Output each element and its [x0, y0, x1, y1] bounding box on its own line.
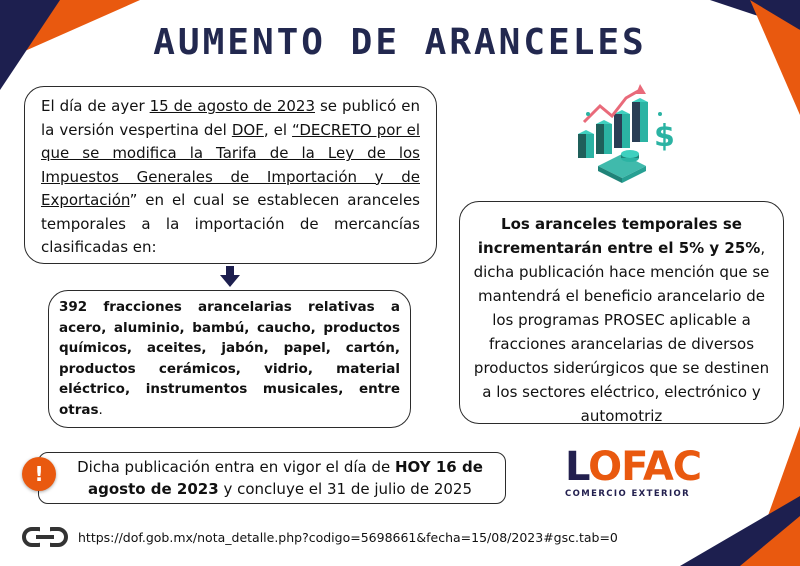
- corner-decoration-top-right: [710, 0, 800, 140]
- logo-subtitle: COMERCIO EXTERIOR: [565, 489, 691, 499]
- effective-date-part: Dicha publicación entra en vigor el día de: [77, 458, 395, 476]
- intro-text-part: se publicó en la versión vespertina del: [41, 97, 420, 139]
- alert-icon: !: [22, 457, 56, 491]
- intro-text-part: El día de ayer: [41, 97, 150, 115]
- tariff-list-box: [48, 290, 411, 428]
- tariff-list-content: 392 fracciones arancelarias relativas a acero, aluminio, bambú, caucho, productos químicos, aceites, jabón, papel, cartón, productos cerámicos, vidrio, material eléctrico, instrumentos musicales, entre otras: [59, 299, 400, 418]
- svg-text:$: $: [654, 119, 675, 154]
- increase-info-details: , dicha publicación hace mención que se mantendrá el beneficio arancelario de los programas PROSEC aplicable a fracciones arancelarias de diversos productos siderúrgicos que se destinen a los sectores eléctrico, electrónico y automotriz: [473, 239, 770, 425]
- arrow-down-icon: [220, 266, 240, 288]
- dof-reference: DOF: [231, 120, 264, 139]
- tariff-list-end: .: [98, 401, 103, 418]
- link-icon: [22, 525, 68, 549]
- intro-box: [24, 86, 437, 264]
- lofac-logo: [565, 444, 705, 499]
- effective-date-box: [38, 452, 506, 504]
- logo-wordmark: [565, 444, 705, 490]
- intro-text-part: , el: [263, 120, 293, 139]
- intro-text: [41, 95, 420, 260]
- increase-info-box: [459, 201, 784, 424]
- effective-date-part: y concluye el 31 de julio de 2025: [218, 480, 472, 498]
- effective-date-text: [63, 456, 497, 500]
- page-title: AUMENTO DE ARANCELES: [153, 22, 647, 63]
- increase-range-highlight: Los aranceles temporales se incrementarán entre el 5% y 25%: [477, 215, 761, 257]
- publication-date: 15 de agosto de 2023: [149, 97, 315, 115]
- logo-letter-l: L: [565, 444, 589, 490]
- intro-text-part: ” en el cual se establecen aranceles temporales a la importación de mercancías clasificadas en:: [41, 191, 420, 256]
- decree-title: “DECRETO por el que se modifica la Tarifa de la Ley de los Impuestos Generales de Importación y de Exportación: [41, 120, 420, 209]
- tariff-list-text: [59, 297, 400, 420]
- finance-chart-icon: [560, 84, 685, 189]
- source-url-link[interactable]: https://dof.gob.mx/nota_detalle.php?codigo=5698661&fecha=15/08/2023#gsc.tab=0: [78, 530, 618, 545]
- logo-letter-o: O: [588, 444, 622, 490]
- effective-date-highlight: HOY 16 de agosto de 2023: [88, 458, 483, 498]
- increase-info-text: [472, 212, 771, 428]
- logo-letters-fac: FAC: [621, 444, 702, 490]
